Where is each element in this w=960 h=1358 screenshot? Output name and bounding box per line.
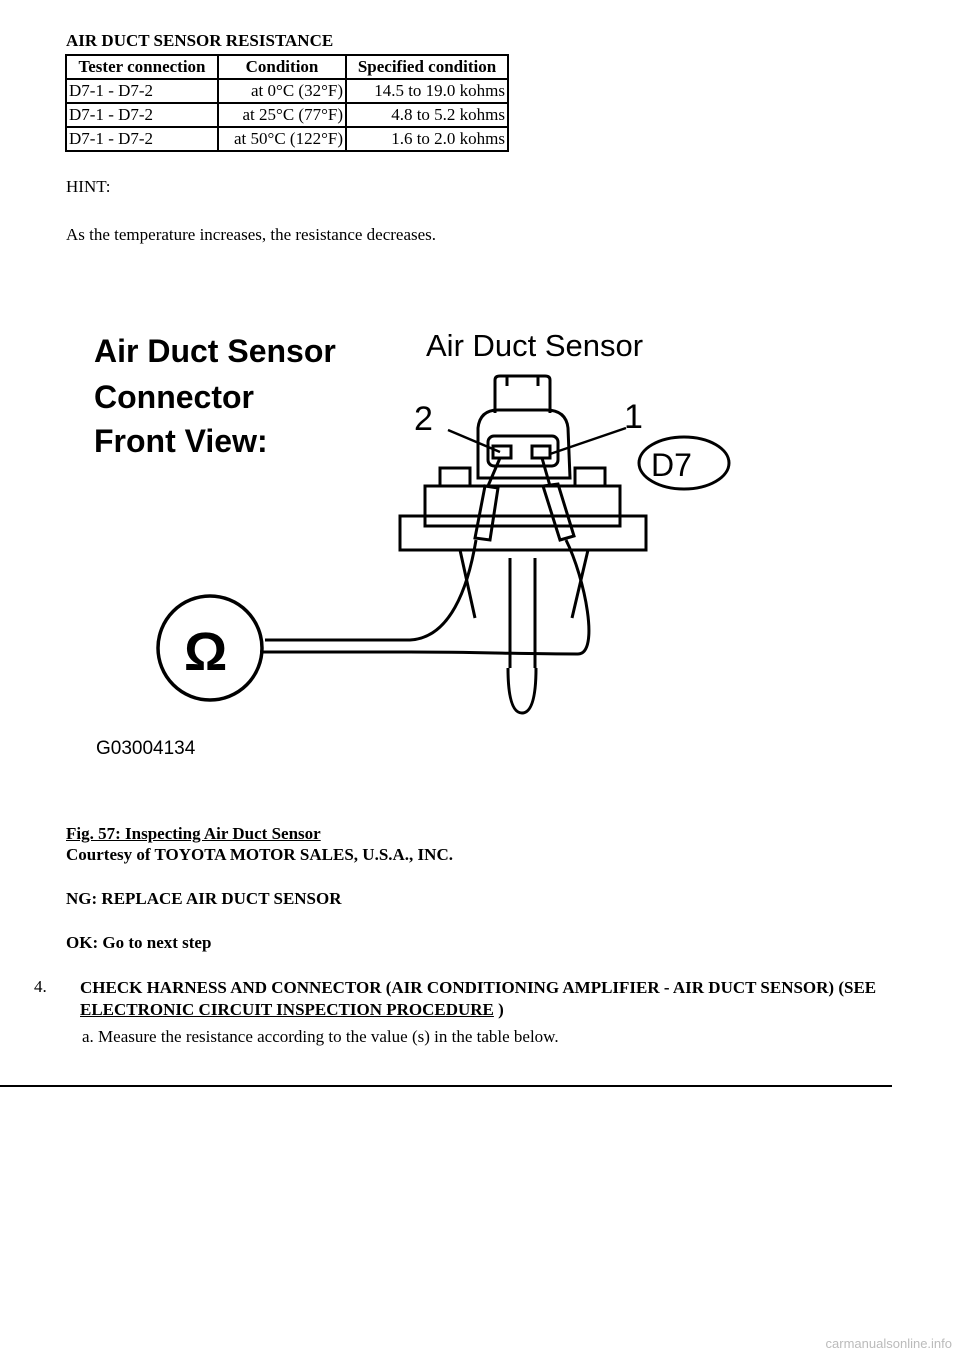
column-header: Specified condition [346,55,508,79]
resistance-table [65,54,509,152]
figure-caption-title: Fig. 57: Inspecting Air Duct Sensor [66,824,321,843]
figure-code: G03004134 [96,738,196,759]
sensor-label: Air Duct Sensor [426,328,644,363]
figure-title-line: Connector [94,379,254,415]
figure-title-line: Front View: [94,423,268,459]
table-cell: 4.8 to 5.2 kohms [346,103,508,127]
column-header: Condition [218,55,346,79]
table-cell: 14.5 to 19.0 kohms [346,79,508,103]
table-cell: at 0°C (32°F) [218,79,346,103]
figure-courtesy: Courtesy of TOYOTA MOTOR SALES, U.S.A., INC. [66,845,453,864]
hint-label: HINT: [66,177,111,196]
tester-probes [475,458,574,540]
figure-title-line: Air Duct Sensor [94,333,336,369]
connector-id-label: D7 [651,447,692,483]
substep-a: a. Measure the resistance according to the value (s) in the table below. [82,1027,559,1046]
column-header: Tester connection [66,55,218,79]
table-cell: at 50°C (122°F) [218,127,346,151]
ok-result-text: OK: Go to next step [66,933,212,952]
hint-text: As the temperature increases, the resistance decreases. [66,225,437,244]
sensor-body [400,376,646,713]
step-text-after: ) [493,1000,504,1019]
ohm-symbol: Ω [184,622,228,682]
table-cell: D7-1 - D7-2 [66,127,218,151]
table-cell: at 25°C (77°F) [218,103,346,127]
step-number: 4. [34,977,47,996]
table-cell: D7-1 - D7-2 [66,103,218,127]
step-heading [80,977,880,1021]
table-row [66,103,508,127]
table-header-row [66,55,508,79]
ng-result-text: NG: REPLACE AIR DUCT SENSOR [66,889,342,908]
table-cell: D7-1 - D7-2 [66,79,218,103]
pin-1-label: 1 [624,398,643,436]
electronic-circuit-inspection-link[interactable]: ELECTRONIC CIRCUIT INSPECTION PROCEDURE [80,1000,494,1019]
pin-2-label: 2 [414,400,433,438]
air-duct-sensor-diagram [80,318,740,768]
tester-wires [260,540,589,654]
table-row [66,79,508,103]
step-text-before: CHECK HARNESS AND CONNECTOR (AIR CONDITIONING AMPLIFIER - AIR DUCT SENSOR) (SEE [80,978,877,997]
horizontal-divider [0,1085,892,1087]
watermark: carmanualsonline.info [825,1336,952,1351]
pin-leader-lines [448,428,626,454]
section-title: AIR DUCT SENSOR RESISTANCE [66,31,334,50]
table-cell: 1.6 to 2.0 kohms [346,127,508,151]
table-row [66,127,508,151]
